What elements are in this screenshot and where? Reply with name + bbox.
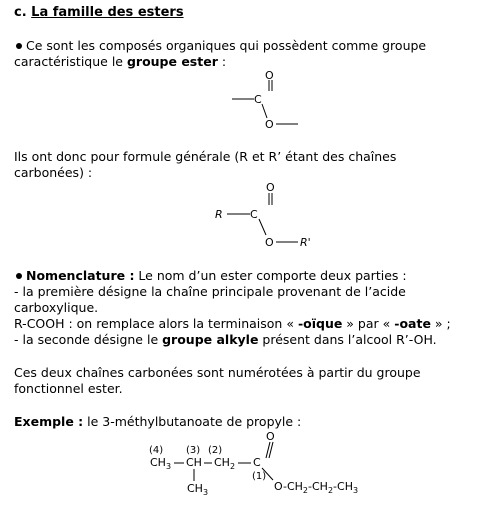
example-line: Exemple : le 3-méthylbutanoate de propyle :: [14, 414, 302, 429]
ester-o-top: O: [265, 69, 274, 82]
formula-line-2: carbonées) :: [14, 165, 93, 180]
formula-o-side: O: [265, 236, 274, 249]
formula-r-prime: R': [300, 236, 311, 249]
intro-line-1: Ce sont les composés organiques qui possèdent comme groupe: [14, 38, 426, 54]
methyl-ch3: $CH_3$: [187, 482, 209, 497]
example-label: Exemple :: [14, 414, 84, 429]
nomenclature-line-5: - la seconde désigne le groupe alkyle présent dans l’alcool R’-OH.: [14, 332, 437, 347]
nomenclature-line-4: R-COOH : on remplace alors la terminaison « -oïque » par « -oate » ;: [14, 316, 451, 331]
chain-ch3-left: $CH_3$: [150, 456, 172, 471]
example-o-top: O: [266, 430, 275, 443]
propyl-chain: $O-CH_2-CH_2-CH_3$: [274, 480, 359, 495]
intro-line-2: caractéristique le groupe ester :: [14, 54, 227, 69]
carbon-number-4: (4): [149, 445, 164, 456]
ester-o-side: O: [265, 118, 274, 131]
nomenclature-line-1: Nomenclature : Le nom d’un ester comporte deux parties :: [14, 268, 407, 284]
numbering-line-1: Ces deux chaînes carbonées sont numérotées à partir du groupe: [14, 365, 421, 380]
carbon-number-2: (2): [208, 445, 223, 456]
ester-group-term: groupe ester: [126, 54, 218, 69]
formula-o-top: O: [266, 181, 275, 194]
chain-ch2: $CH_2$: [214, 456, 236, 471]
carbon-number-3: (3): [186, 445, 201, 456]
section-title: c. La famille des esters: [14, 5, 184, 20]
formula-c: C: [250, 208, 258, 221]
nomenclature-label: Nomenclature :: [26, 268, 135, 283]
formula-line-1: Ils ont donc pour formule générale (R et R’ étant des chaînes: [14, 149, 397, 164]
nomenclature-line-3: carboxylique.: [14, 300, 99, 315]
carbon-number-1: (1): [252, 471, 267, 482]
numbering-line-2: fonctionnel ester.: [14, 381, 123, 396]
ester-c: C: [254, 93, 262, 106]
section-title-text: La famille des esters: [31, 5, 184, 20]
nomenclature-line-2: - la première désigne la chaîne principale provenant de l’acide: [14, 284, 406, 299]
chain-c: C: [253, 456, 261, 469]
formula-r: R: [215, 208, 223, 221]
chain-ch: CH: [186, 456, 202, 469]
